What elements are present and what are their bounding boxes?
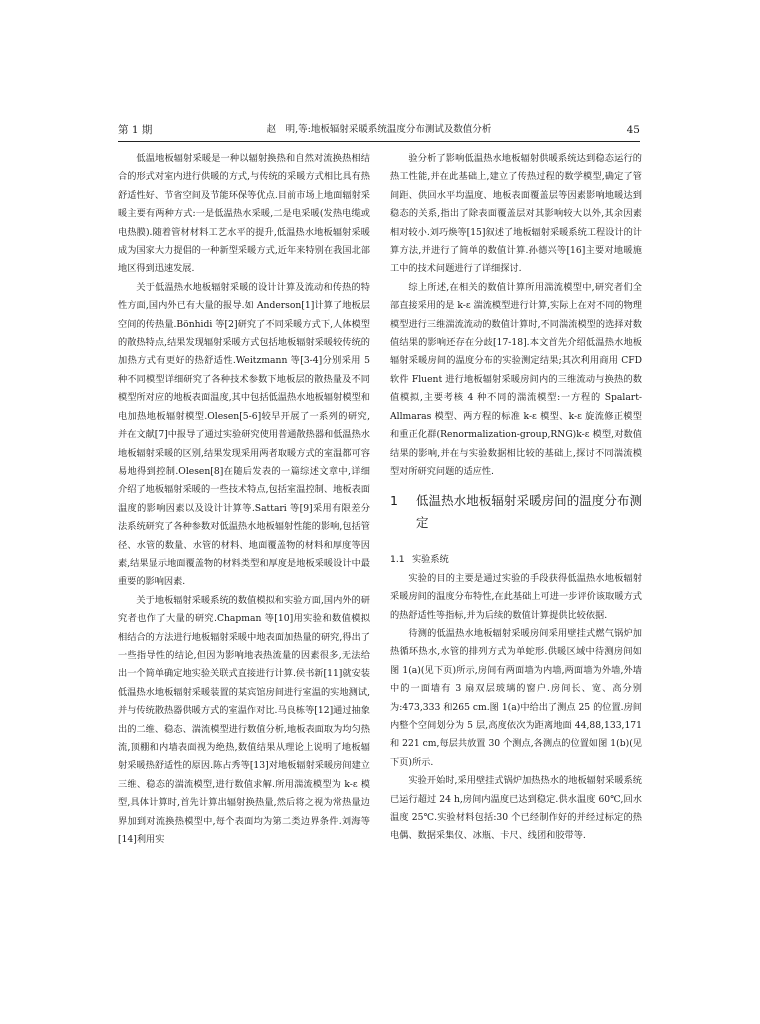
paragraph: 实验开始时,采用壁挂式锅炉加热热水的地板辐射采暖系统已运行超过 24 h,房间内温度已达到稳定.供水温度 60℃,回水温度 25℃.实验材料包括:30 个已经制作好的并经过标定的热电偶、数据采集仪、冰瓶、卡尺、线团和胶带等. xyxy=(390,775,642,842)
subsection-number: 1.1 xyxy=(390,554,405,566)
paragraph: 验分析了影响低温热水地板辐射供暖系统达到稳态运行的热工性能,并在此基础上,建立了传热过程的数学模型,确定了管间距、供回水平均温度、地板表面覆盖层等因素影响地暖达到稳态的关系,指出了除表面覆盖层对其影响较大以外,其余因素相对较小.刘巧焕等[15]叙述了地板辐射采暖系统工程设计的计算方法,并进行了简单的数值计算.孙德兴等[16]主要对地暖施工中的技术问题进行了详细探讨. xyxy=(390,153,642,275)
section-number: 1 xyxy=(390,493,398,509)
subsection-heading xyxy=(390,551,642,569)
section-heading xyxy=(390,490,642,534)
subsection-title: 实验系统 xyxy=(412,554,449,566)
running-title: 赵 明,等:地板辐射采暖系统温度分布测试及数值分析 xyxy=(266,124,492,135)
paragraph: 关于地板辐射采暖系统的数值模拟和实验方面,国内外的研究者也作了大量的研究.Chapman 等[10]用实验和数值模拟相结合的方法进行地板辐射采暖中地表面加热量的研究,得出了一些指导性的结论,但因为影响地表热流量的因素很多,无法给出一个简单确定地实验关联式直接进行计算.侯书新[11]就安装低温热水地板辐射采暖装置的某宾馆房间进行室温的实地测试,并与传统散热器供暖方式的室温作对比.马良栋等[12]通过抽象出的二维、稳态、湍流模型进行数值分析,地板表面取为均匀热流,顶棚和内墙表面视为绝热,数值结果从理论上说明了地板辐射采暖热舒适性的原因.陈占秀等[13]对地板辐射采暖房间建立三维、稳态的湍流模型,进行数值求解.所用湍流模型为 k-ε 模型,具体计算时,首先计算出辐射换热量,然后将之视为常热量边界加到对流换热模型中,每个表面均为第二类边界条件.刘海等[14]利用实 xyxy=(118,594,370,846)
section-title: 低温热水地板辐射采暖房间的温度分布测定 xyxy=(416,493,642,531)
paragraph: 实验的目的主要是通过实验的手段获得低温热水地板辐射采暖房间的温度分布特性,在此基础上可进一步评价该取暖方式的热舒适性等指标,并为后续的数值计算提供比较依据. xyxy=(390,572,642,621)
page-header xyxy=(118,122,640,138)
paragraph: 待测的低温热水地板辐射采暖房间采用壁挂式燃气锅炉加热循环热水,水管的排列方式为单蛇形.供暖区域中待测房间如图 1(a)(见下页)所示,房间有两面墙为内墙,两面墙为外墙,外墙中的一面墙有 3 扇双层玻璃的窗户.房间长、宽、高分别为:473,333 和265 cm.图 1(a)中给出了测点 25 的位置.房间内整个空间划分为 5 层,高度依次为距离地面 44,88,133,171 和 221 cm,每层共放置 30 个测点,各测点的位置如图 1(b)(见下页)所示. xyxy=(390,627,642,768)
page-number: 45 xyxy=(626,124,640,136)
left-column xyxy=(118,150,370,849)
issue-label: 第 1 期 xyxy=(118,124,153,136)
paragraph: 低温地板辐射采暖是一种以辐射换热和自然对流换热相结合的形式对室内进行供暖的方式,与传统的采暖方式相比具有热舒适性好、节省空间及节能环保等优点.目前市场上地面辐射采暖主要有两种方式:一是低温热水采暖,二是电采暖(发热电缆或电热膜).随着管材材料工艺水平的提升,低温热水地板辐射采暖成为国家大力提倡的一种新型采暖方式,近年来特别在我国北部地区得到迅速发展. xyxy=(118,153,370,275)
header-rule xyxy=(118,141,640,142)
paragraph: 综上所述,在相关的数值计算所用湍流模型中,研究者们全部直接采用的是 k-ε 湍流模型进行计算,实际上在对不同的物理模型进行三维湍流流动的数值计算时,不同湍流模型的选择对数值结果的影响还存在分歧[17-18].本文首先介绍低温热水地板辐射采暖房间的温度分布的实验测定结果;其次利用商用 CFD 软件 Fluent 进行地板辐射采暖房间内的三维流动与换热的数值模拟,主要考核 4 种不同的湍流模型:一方程的 Spalart-Allmaras 模型、两方程的标准 k-ε 模型、k-ε 旋流修正模型和重正化群(Renormalization-group,RNG)k-ε 模型,对数值结果的影响,并在与实验数据相比较的基础上,探讨不同湍流模型对所研究问题的适应性. xyxy=(390,281,642,477)
paragraph: 关于低温热水地板辐射采暖的设计计算及流动和传热的特性方面,国内外已有大量的报导.如 Anderson[1]计算了地板层空间的传热量.Bönhidi 等[2]研究了不同采暖方式下,人体模型的散热特点,结果发现辐射采暖方式包括地板辐射采暖较传统的加热方式有更好的热舒适性.Weitzmann 等[3-4]分别采用 5 种不同模型详细研究了各种技术参数下地板层的散热量及不同模型所对应的地板表面温度,其中包括低温热水地板辐射模型和电加热地板辐射模型.Olesen[5-6]较早开展了一系列的研究,并在文献[7]中报导了通过实验研究使用普通散热器和低温热水地板辐射采暖的区别,结果发现采用两者取暖方式的室温都可容易地得到控制.Olesen[8]在随后发表的一篇综述文章中,详细介绍了地板辐射采暖的一些技术特点,包括室温控制、地板表面温度的影响因素以及设计计算等.Sattari 等[9]采用有限差分法系统研究了各种参数对低温热水地板辐射性能的影响,包括管径、水管的数量、水管的材料、地面覆盖物的材料和厚度等因素,结果显示地面覆盖物的材料类型和厚度是地板采暖设计中最重要的影响因素. xyxy=(118,281,370,588)
right-column xyxy=(390,150,642,846)
